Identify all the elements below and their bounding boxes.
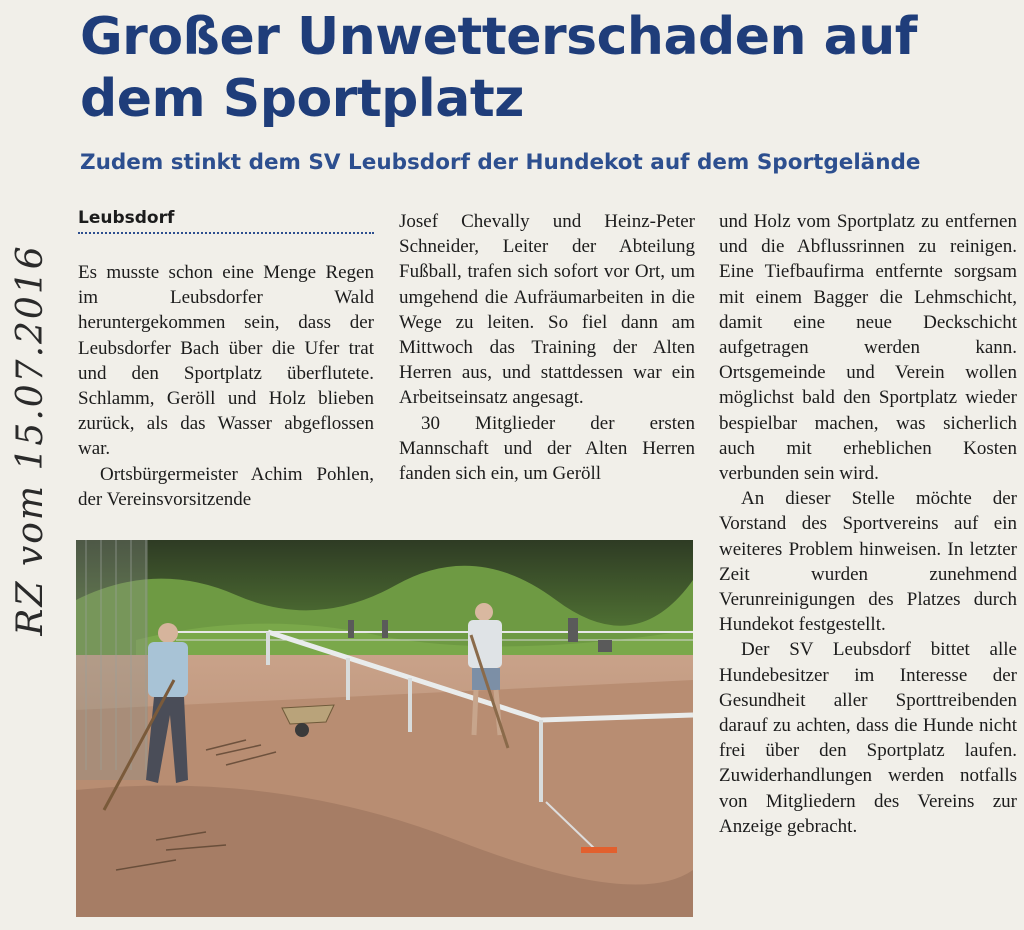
paragraph: Ortsbürgermeister Achim Pohlen, der Vereinsvorsitzende [78, 463, 374, 510]
article-photo [76, 540, 693, 917]
subheadline: Zudem stinkt dem SV Leubsdorf der Hundekot auf dem Sportgelände [80, 150, 921, 175]
paragraph: An dieser Stelle möchte der Vorstand des Sportvereins auf ein weiteres Problem hinweisen. In letzter Zeit wurden zunehmend Verunreinigungen des Platzes durch Hundekot festgestellt. [719, 488, 1017, 636]
sports-field-cleanup-photo [76, 540, 693, 917]
paragraph: Der SV Leubsdorf bittet alle Hundebesitzer im Interesse der Gesundheit aller Sporttreibenden darauf zu achten, dass die Hunde nicht frei über den Sportplatz laufen. Zuwiderhandlungen werden notfalls von Mitgliedern des Vereins zur Anzeige gebracht. [719, 639, 1017, 837]
handwritten-note: RZ vom 15.07.2016 [10, 244, 51, 636]
paragraph: Es musste schon eine Menge Regen im Leubsdorfer Wald heruntergekommen sein, dass der Leubsdorfer Bach über die Ufer trat und den Sportplatz überflutete. Schlamm, Geröll und Holz blieben zurück, als das Wasser abgeflossen war. [78, 262, 374, 460]
headline: Großer Unwetterschaden auf dem Sportplatz [80, 7, 917, 129]
article-column-2 [399, 209, 695, 486]
paragraph: Josef Chevally und Heinz-Peter Schneider, Leiter der Abteilung Fußball, trafen sich sofort vor Ort, um umgehend die Aufräumarbeiten in die Wege zu leiten. So fiel dann am Mittwoch das Training der Alten Herren aus, und stattdessen war ein Arbeitseinsatz angesagt. [399, 211, 695, 409]
article-column-3 [719, 209, 1017, 839]
dateline: Leubsdorf [78, 208, 374, 234]
article-column-1 [78, 260, 374, 512]
paragraph: und Holz vom Sportplatz zu entfernen und die Abflussrinnen zu reinigen. Eine Tiefbaufirma entfernte sorgsam mit einem Bagger die Lehmschicht, damit eine neue Deckschicht aufgetragen werden kann. Ortsgemeinde und Verein wollen möglichst bald den Sportplatz wieder bespielbar machen, was sicherlich auch mit erheblichen Kosten verbunden sein wird. [719, 211, 1017, 485]
paragraph: 30 Mitglieder der ersten Mannschaft und der Alten Herren fanden sich ein, um Geröll [399, 412, 695, 485]
